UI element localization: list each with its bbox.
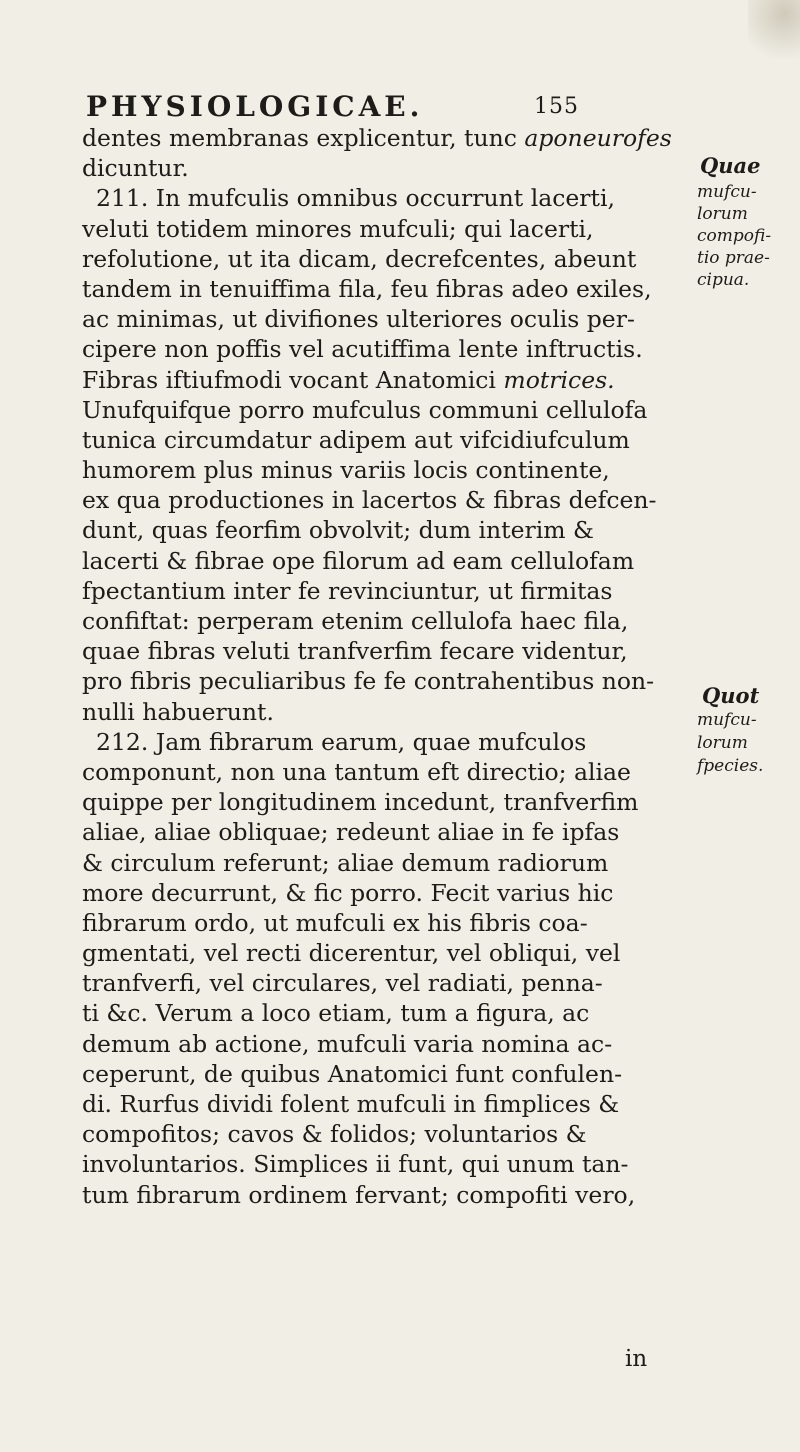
- margin-note: Quot: [702, 683, 760, 708]
- text-segment: compofitos; cavos & folidos; voluntarios &: [82, 1120, 587, 1149]
- text-segment: quae fibras veluti tranfverfim fecare videntur,: [82, 637, 628, 666]
- text-line: [82, 666, 702, 696]
- margin-note: lorum: [697, 204, 748, 224]
- text-line: [82, 1029, 702, 1059]
- text-segment: 212. Jam fibrarum earum, quae mufculos: [96, 727, 587, 756]
- text-segment: demum ab actione, mufculi varia nomina ac-: [82, 1029, 613, 1058]
- text-segment: dicuntur.: [82, 154, 189, 183]
- margin-note: Quae: [700, 153, 761, 178]
- text-segment: componunt, non una tantum eft directio; aliae: [82, 757, 631, 786]
- main-text-block: [82, 123, 702, 1210]
- text-segment: ti &c. Verum a loco etiam, tum a figura, ac: [82, 999, 590, 1028]
- text-segment: dentes membranas explicentur, tunc: [82, 124, 525, 152]
- text-line: [82, 878, 702, 908]
- text-segment: Unufquifque porro mufculus communi cellulofa: [82, 395, 648, 424]
- text-line: [82, 817, 702, 847]
- text-segment: involuntarios. Simplices ii funt, qui unum tan-: [82, 1150, 629, 1179]
- running-title: PHYSIOLOGICAE.: [86, 90, 424, 123]
- text-line: [82, 123, 702, 153]
- text-segment: humorem plus minus variis locis continente,: [82, 456, 610, 485]
- margin-note: fpecies.: [697, 756, 764, 776]
- text-line: [82, 153, 702, 183]
- text-segment: ac minimas, ut divifiones ulteriores oculis per-: [82, 305, 635, 334]
- text-line: [82, 183, 702, 213]
- text-segment: ex qua productiones in lacertos & fibras defcen-: [82, 486, 657, 515]
- text-line: [82, 636, 702, 666]
- text-line: [82, 274, 702, 304]
- text-line: [82, 515, 702, 545]
- text-segment: fibrarum ordo, ut mufculi ex his fibris coa-: [82, 908, 588, 937]
- text-segment: gmentati, vel recti dicerentur, vel obliqui, vel: [82, 939, 621, 968]
- margin-note: mufcu-: [697, 710, 757, 730]
- text-line: [82, 787, 702, 817]
- text-segment: veluti totidem minores mufculi; qui lacerti,: [82, 214, 594, 243]
- text-segment: & circulum referunt; aliae demum radiorum: [82, 848, 609, 877]
- margin-note: cipua.: [697, 270, 750, 290]
- text-segment: 211. In mufculis omnibus occurrunt lacerti,: [96, 184, 615, 213]
- italic-term: aponeurofes: [524, 124, 672, 152]
- text-segment: more decurrunt, & fic porro. Fecit varius hic: [82, 878, 614, 907]
- text-line: [82, 938, 702, 968]
- text-segment: tandem in tenuiffima fila, feu fibras adeo exiles,: [82, 274, 652, 303]
- italic-term: motrices.: [503, 365, 615, 394]
- text-segment: confiftat: perperam etenim cellulofa haec fila,: [82, 607, 629, 635]
- text-segment: lacerti & fibrae ope filorum ad eam cellulofam: [82, 546, 635, 575]
- text-line: [82, 998, 702, 1028]
- text-segment: tum fibrarum ordinem fervant; compofiti vero,: [82, 1180, 636, 1209]
- text-segment: aliae, aliae obliquae; redeunt aliae in fe ipfas: [82, 818, 620, 847]
- margin-note: compofi-: [697, 226, 772, 246]
- text-segment: pro fibris peculiaribus fe fe contrahentibus non-: [82, 667, 655, 696]
- text-line: [82, 485, 702, 515]
- page-number: 155: [534, 94, 579, 119]
- text-segment: refolutione, ut ita dicam, decrefcentes, abeunt: [82, 244, 637, 273]
- text-line: [82, 1089, 702, 1119]
- text-line: [82, 214, 702, 244]
- text-line: [82, 908, 702, 938]
- text-line: [82, 576, 702, 606]
- text-segment: tranfverfi, vel circulares, vel radiati, penna-: [82, 969, 603, 998]
- text-line: [82, 244, 702, 274]
- margin-note: mufcu-: [697, 182, 757, 202]
- text-line: [82, 395, 702, 425]
- margin-note: lorum: [697, 733, 748, 753]
- text-line: [82, 425, 702, 455]
- text-line: [82, 455, 702, 485]
- text-line: [82, 365, 702, 395]
- text-segment: cipere non poffis vel acutiffima lente inftructis.: [82, 335, 643, 364]
- text-segment: fpectantium inter fe revinciuntur, ut firmitas: [82, 576, 613, 605]
- text-segment: di. Rurfus dividi folent mufculi in fimplices &: [82, 1090, 620, 1118]
- text-segment: quippe per longitudinem incedunt, tranfverfim: [82, 788, 639, 817]
- text-line: [82, 968, 702, 998]
- text-line: [82, 757, 702, 787]
- text-line: [82, 546, 702, 576]
- page-stain: [748, 0, 800, 70]
- text-segment: tunica circumdatur adipem aut vifcidiufculum: [82, 425, 630, 454]
- text-line: [82, 304, 702, 334]
- text-segment: Fibras iftiufmodi vocant Anatomici: [82, 365, 504, 394]
- margin-note: tio prae-: [697, 248, 770, 268]
- text-line: [82, 334, 702, 364]
- text-line: [82, 848, 702, 878]
- text-segment: ceperunt, de quibus Anatomici funt confulen-: [82, 1059, 623, 1088]
- text-line: [82, 1059, 702, 1089]
- text-line: [82, 606, 702, 636]
- text-segment: nulli habuerunt.: [82, 697, 274, 726]
- text-segment: dunt, quas feorfim obvolvit; dum interim &: [82, 516, 594, 545]
- text-line: [82, 1180, 702, 1210]
- text-line: [82, 1149, 702, 1179]
- text-line: [82, 1119, 702, 1149]
- text-line: [82, 697, 702, 727]
- catchword: in: [625, 1346, 648, 1372]
- text-line: [82, 727, 702, 757]
